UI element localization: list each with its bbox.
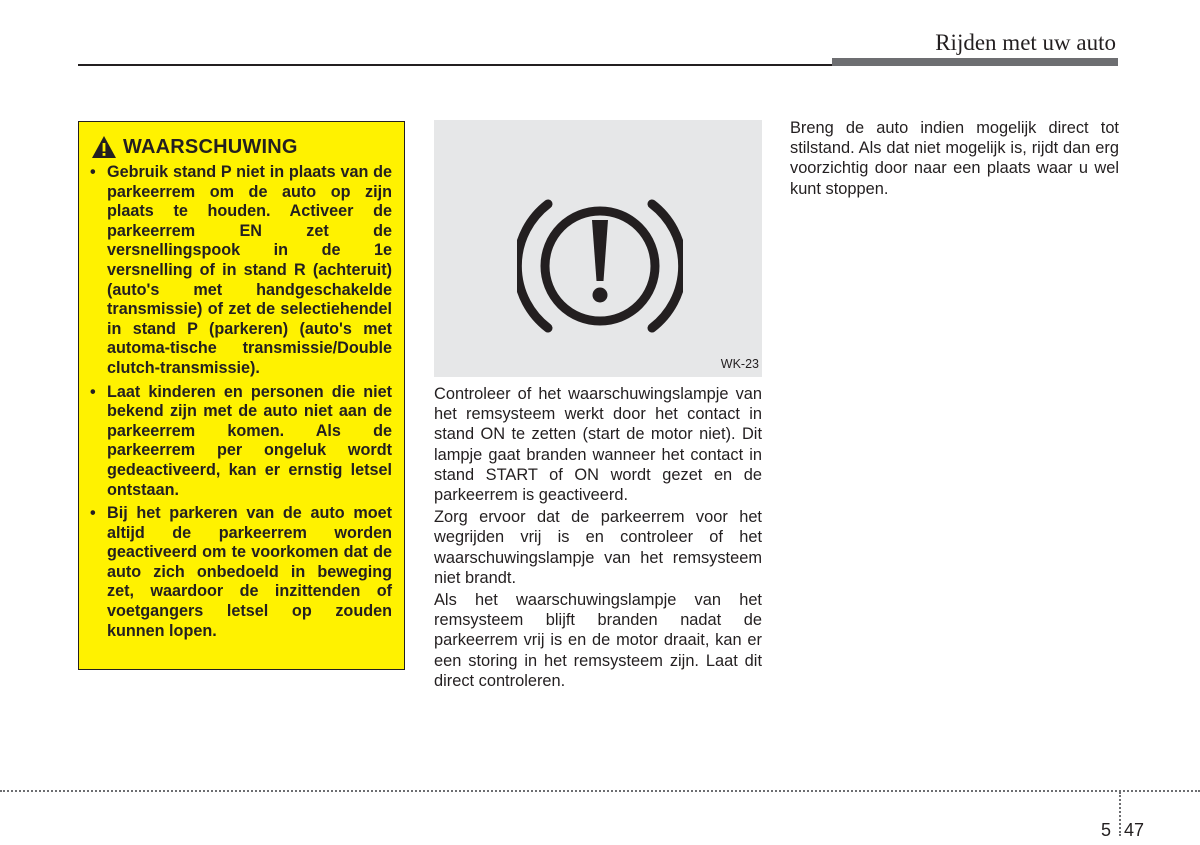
paragraph: Controleer of het waarschuwingslampje van het remsysteem werkt door het contact in stand ON te zetten (start de motor niet). Dit lampje gaat branden wanneer het contact in stand START of ON wordt gezet en de parkeerrem is geactiveerd. xyxy=(434,385,762,505)
warning-item xyxy=(89,504,392,641)
bullet-icon: • xyxy=(90,382,96,401)
warning-header xyxy=(91,132,392,162)
brake-warning-icon xyxy=(517,193,683,339)
header-rule xyxy=(78,64,834,66)
paragraph: Zorg ervoor dat de parkeerrem voor het wegrijden vrij is en controleer of het waarschuwingslampje van het remsysteem niet brandt. xyxy=(434,508,762,587)
bullet-icon: • xyxy=(90,163,96,181)
paragraph: Als het waarschuwingslampje van het remsysteem blijft branden nadat de parkeerrem vrij is en de motor draait, kan er een storing in het remsysteem zijn. Laat dit direct controleren. xyxy=(434,591,762,690)
section-title: Rijden met uw auto xyxy=(935,30,1116,55)
footer-separator xyxy=(1119,792,1121,836)
warning-box xyxy=(78,121,405,670)
brake-warning-figure xyxy=(434,120,762,377)
warning-item-text: Gebruik stand P niet in plaats van de parkeerrem om de auto op zijn plaats te houden. Activeer de parkeerrem EN zet de versnellingspook in de 1e versnelling of in stand R (achteruit) (auto's met handgeschakelde transmissie) of zet de selectiehendel in stand P (parkeren) (auto's met automa-tische transmissie/Double clutch-transmissie). xyxy=(107,163,392,377)
footer-rule xyxy=(0,790,1200,792)
warning-item-text: Laat kinderen en personen die niet bekend zijn met de auto niet aan de parkeerrem komen. Als de parkeerrem per ongeluk wordt gedeactiveerd, kan er ernstig letsel ontstaan. xyxy=(107,382,392,499)
paragraph: Breng de auto indien mogelijk direct tot stilstand. Als dat niet mogelijk is, rijdt dan erg voorzichtig door naar een plaats waar u wel kunt stoppen. xyxy=(790,119,1119,198)
warning-title: WAARSCHUWING xyxy=(123,135,298,158)
figure-label: WK-23 xyxy=(720,357,759,371)
header-rule-accent xyxy=(832,58,1118,66)
warning-item-text: Bij het parkeren van de auto moet altijd de parkeerrem worden geactiveerd om te voorkomen dat de auto zich onbedoeld in beweging zet, waardoor de inzittenden of voetgangers letsel op zouden kunnen lopen. xyxy=(107,504,392,640)
bullet-icon: • xyxy=(90,504,96,523)
page-number: 47 xyxy=(1124,820,1145,840)
warning-item xyxy=(89,163,392,379)
right-column xyxy=(790,118,1119,201)
warning-list xyxy=(89,163,392,641)
warning-item xyxy=(89,383,392,501)
warning-triangle-icon xyxy=(91,135,117,159)
middle-column xyxy=(434,384,762,693)
chapter-number: 5 xyxy=(1101,820,1112,840)
